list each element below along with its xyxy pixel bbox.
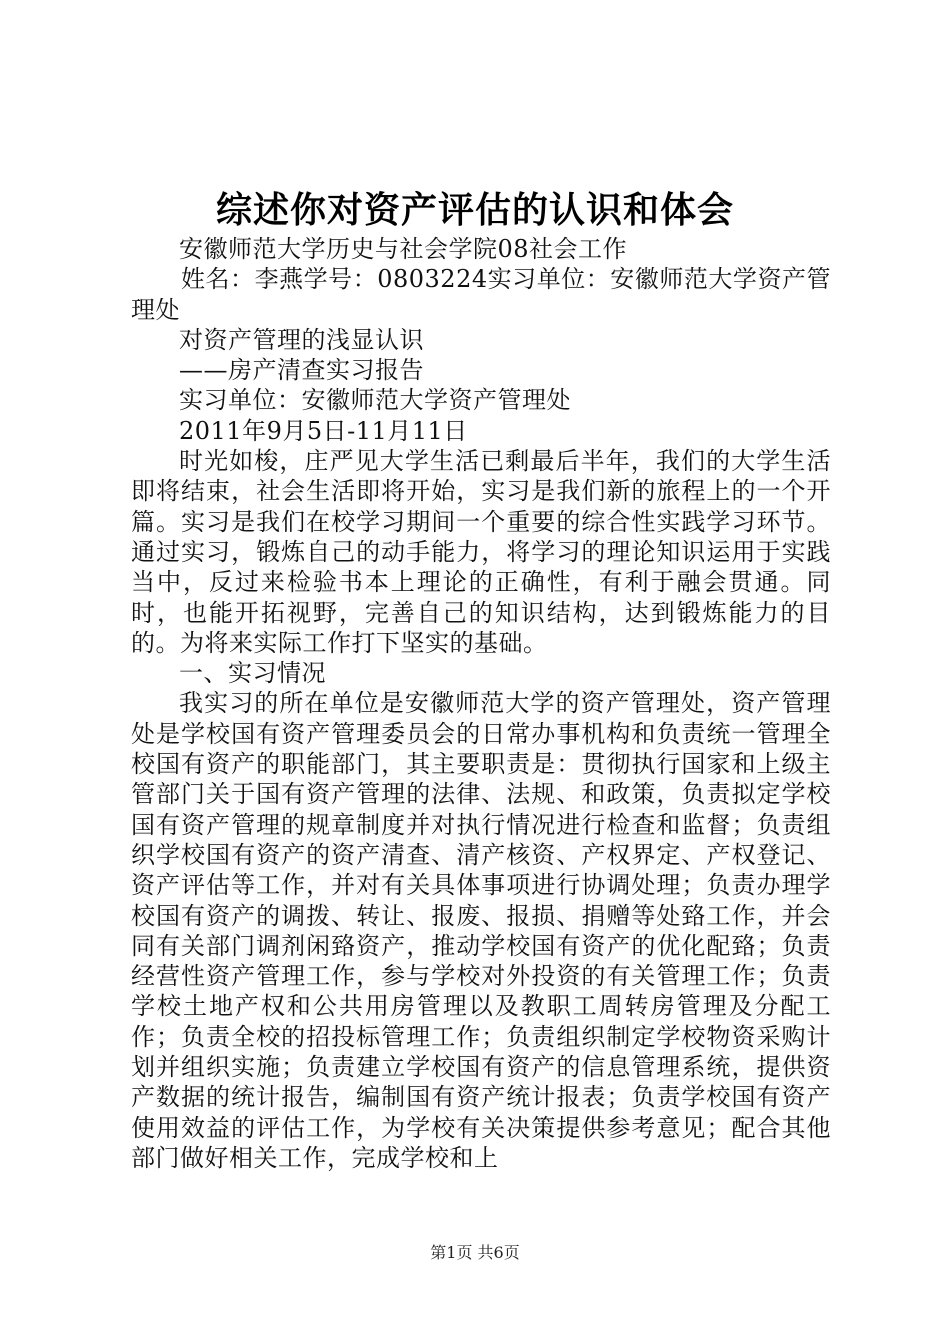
section-heading-internship: 一、实习情况 bbox=[179, 659, 326, 688]
paragraph-school: 安徽师范大学历史与社会学院08社会工作 bbox=[179, 235, 628, 263]
paragraph-student-info: 姓名：李燕学号：0803224实习单位：安徽师范大学资产管理处 bbox=[131, 265, 831, 324]
page-footer: 第1页 共6页 bbox=[430, 1243, 520, 1262]
paragraph-date-range: 2011年9月5日-11月11日 bbox=[179, 416, 468, 445]
paragraph-internship-details: 我实习的所在单位是安徽师范大学的资产管理处，资产管理处是学校国有资产管理委员会的日常办事机构和负责统一管理全校国有资产的职能部门，其主要职责是：贯彻执行国家和上级主管部门关于国有资产管理的法律、法规、和政策，负责拟定学校国有资产管理的规章制度并对执行情况进行检查和监督；负责组织学校国有资产的资产清查、清产核资、产权界定、产权登记、资产评估等工作，并对有关具体事项进行协调处理；负责办理学校国有资产的调拨、转让、报废、报损、捐赠等处臵工作，并会同有关部门调剂闲臵资产，推动学校国有资产的优化配臵；负责经营性资产管理工作，参与学校对外投资的有关管理工作；负责学校土地产权和公共用房管理以及教职工周转房管理及分配工作；负责全校的招投标管理工作；负责组织制定学校物资采购计划并组织实施；负责建立学校国有资产的信息管理系统，提供资产数据的统计报告，编制国有资产统计报表；负责学校国有资产使用效益的评估工作，为学校有关决策提供参考意见；配合其他部门做好相关工作，完成学校和上 bbox=[131, 689, 831, 1172]
document-body bbox=[131, 234, 831, 1173]
paragraph-report-subtitle: ——房产清查实习报告 bbox=[179, 356, 424, 385]
document-title: 综述你对资产评估的认识和体会 bbox=[215, 189, 734, 231]
paragraph-internship-unit: 实习单位：安徽师范大学资产管理处 bbox=[179, 386, 571, 415]
paragraph-introduction: 时光如梭，庄严见大学生活已剩最后半年，我们的大学生活即将结束，社会生活即将开始，实习是我们新的旅程上的一个开篇。实习是我们在校学习期间一个重要的综合性实践学习环节。通过实习，锻炼自己的动手能力，将学习的理论知识运用于实践当中，反过来检验书本上理论的正确性，有利于融会贯通。同时，也能开拓视野，完善自己的知识结构，达到锻炼能力的目的。为将来实际工作打下坚实的基础。 bbox=[131, 447, 831, 657]
paragraph-report-title: 对资产管理的浅显认识 bbox=[179, 325, 424, 354]
